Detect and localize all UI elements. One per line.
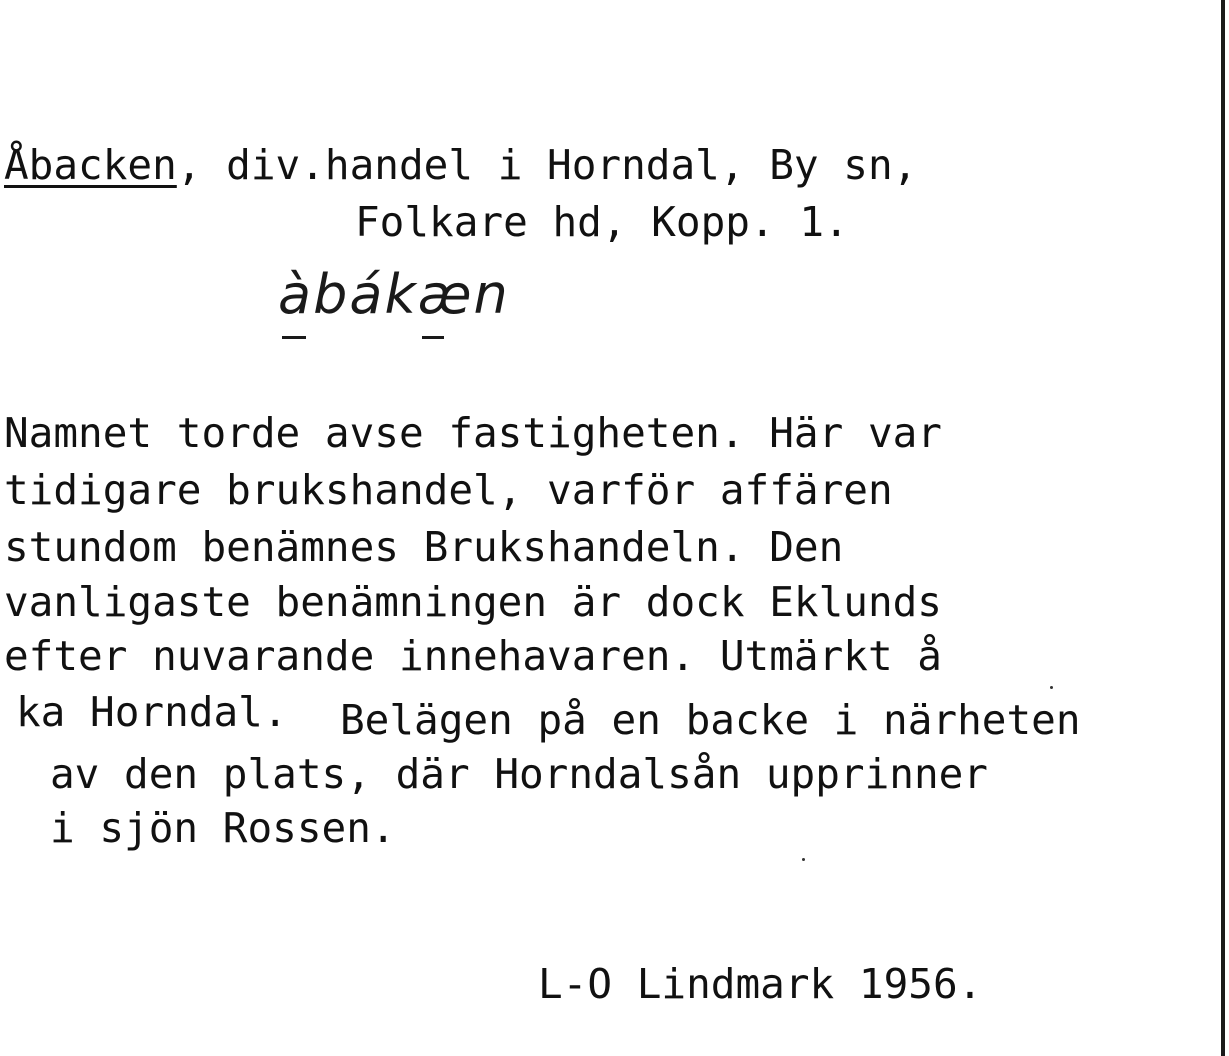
body-line-4: vanligaste benämningen är dock Eklunds: [4, 578, 942, 626]
scan-speck: [802, 858, 805, 861]
body-line-6-continued: Belägen på en backe i närheten: [340, 696, 1081, 744]
body-line-8: i sjön Rossen.: [50, 804, 396, 852]
handwritten-pronunciation: àbákæn: [278, 263, 510, 326]
body-line-1: Namnet torde avse fastigheten. Här var: [4, 409, 942, 457]
scan-speck: [1050, 686, 1053, 689]
card-header-line-1: [4, 141, 918, 189]
headword: Åbacken: [4, 141, 177, 189]
card-header-line-2: Folkare hd, Kopp. 1.: [355, 198, 849, 246]
pronunciation-underline-2: [422, 336, 444, 339]
pronunciation-underline-1: [282, 336, 306, 339]
body-line-5: efter nuvarande innehavaren. Utmärkt å: [4, 632, 942, 680]
body-line-7: av den plats, där Horndalsån upprinner: [50, 750, 988, 798]
body-line-3: stundom benämnes Brukshandeln. Den: [4, 523, 844, 571]
signature-line: L-O Lindmark 1956.: [538, 960, 983, 1008]
body-line-2: tidigare brukshandel, varför affären: [4, 466, 893, 514]
card-edge-border: [1221, 0, 1225, 1056]
header-description: , div.handel i Horndal, By sn,: [176, 141, 918, 189]
body-line-6: ka Horndal.: [16, 688, 288, 736]
